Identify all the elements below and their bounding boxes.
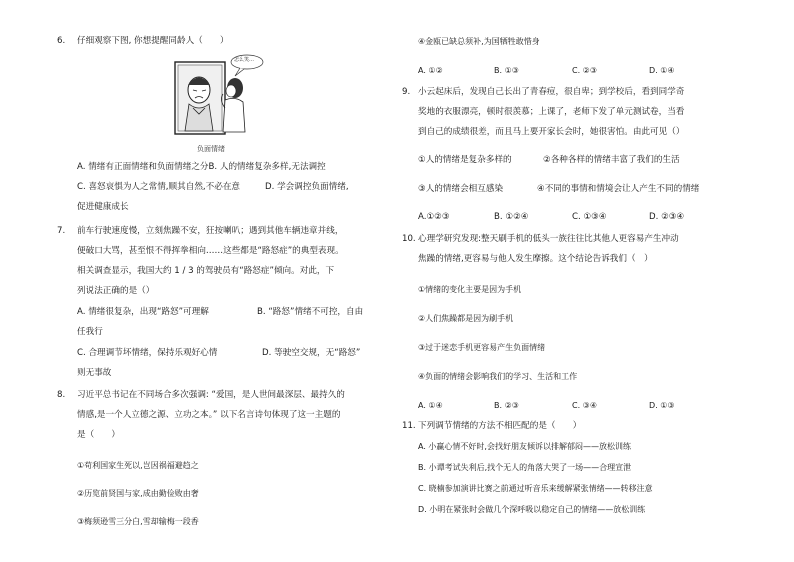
q10-number: 10. — [402, 234, 416, 244]
q10-line1: 心理学研究发现:整天刷手机的低头一族往往比其他人更容易产生冲动 — [418, 234, 679, 244]
q9-item4: ④不同的事情和情境会让人产生不同的情绪 — [537, 184, 700, 194]
q8-item2: ②历览前贤国与家,成由勤俭败由奢 — [77, 489, 199, 498]
q7-option-d: D. 等驶空交规，无“路怒” — [262, 348, 361, 358]
mirror-illustration-image — [165, 52, 290, 138]
q6-option-d-cont: 促进健康成长 — [77, 202, 129, 212]
q7-line1: 前车行驶速度慢，立刻焦躁不安，狂按喇叭；遇到其他车辆违章并线， — [77, 226, 344, 236]
q10-line2: 焦躁的情绪,更容易与他人发生摩擦。这个结论告诉我们（ ） — [418, 254, 653, 264]
q6-number: 6. — [57, 36, 66, 46]
q7-option-a: A. 情绪很复杂，出现“路怒”可理解 — [77, 307, 209, 317]
q9-line2: 奖地的衣服漂亮，顿时很羡慕；上课了，老师下发了单元测试卷，当看 — [418, 107, 685, 117]
q7-option-c: C. 合理调节坏情绪，保持乐观好心情 — [77, 348, 218, 358]
q9-option-a: A.①②③ — [418, 212, 450, 222]
q9-option-d: D. ②③④ — [649, 212, 685, 222]
q8-option-d: D. ①④ — [649, 66, 675, 75]
q8-option-a: A. ①② — [418, 66, 443, 75]
q9-number: 9. — [402, 87, 411, 97]
q9-line3: 到自己的成绩很差，而且马上要开家长会时，她很害怕。由此可见（） — [418, 127, 685, 137]
q6-option-a-b: A. 情绪有正面情绪和负面情绪之分B. 人的情绪复杂多样,无法调控 — [77, 162, 326, 172]
q8-item3: ③梅须逊雪三分白,雪却输梅一段香 — [77, 517, 199, 526]
q8-item1: ①苟利国家生死以,岂因祸福避趋之 — [77, 461, 199, 470]
q10-option-d: D. ①③ — [649, 401, 675, 410]
q9-item3: ③人的情绪会相互感染 — [418, 184, 504, 194]
q11-stem: 下列调节情绪的方法不相匹配的是（ ） — [418, 421, 582, 431]
q11-option-d: D. 小明在紧张时会做几个深呼吸以稳定自己的情绪——放松训练 — [418, 505, 646, 514]
q9-item2: ②各种各样的情绪丰富了我们的生活 — [543, 155, 680, 165]
q7-option-d-cont: 则无事故 — [77, 368, 112, 378]
q7-option-b: B. “路怒”情绪不可控，自由 — [257, 307, 364, 317]
q7-line2: 便破口大骂，甚至恨不得挥拳相向……这些都是“路怒症”的典型表现。 — [77, 246, 344, 256]
q9-item1: ①人的情绪是复杂多样的 — [418, 155, 512, 165]
q7-line3: 相关调查显示，我国大约 1 / 3 的驾驶员有“路怒症”倾向。对此，下 — [77, 266, 335, 276]
q10-item4: ④负面的情绪会影响我们的学习、生活和工作 — [418, 372, 578, 381]
q10-option-b: B. ②③ — [494, 401, 519, 410]
q8-option-b: B. ①③ — [494, 66, 519, 75]
q10-option-c: C. ③④ — [572, 401, 598, 410]
q8-line3: 是（ ） — [77, 430, 120, 440]
q8-number: 8. — [57, 390, 66, 400]
q8-line2: 情感,是一个人立德之源、立功之本。” 以下名言诗句体现了这一主题的 — [77, 410, 341, 420]
q6-option-d: D. 学会调控负面情绪, — [265, 182, 349, 192]
q7-number: 7. — [57, 226, 66, 236]
q11-option-a: A. 小赢心情不好时,会找好朋友倾诉以排解郁闷——放松训练 — [418, 442, 631, 451]
q8-line1: 习近平总书记在不同场合多次强调: “爱国，是人世间最深层、最持久的 — [77, 390, 345, 400]
q10-option-a: A. ①④ — [418, 401, 443, 410]
q11-number: 11. — [402, 421, 416, 431]
q9-option-b: B. ①②④ — [494, 212, 529, 222]
q8-item4: ④金瓯已缺总须补,为国牺牲敢惜身 — [418, 37, 540, 46]
speech-bubble-text: 怎么笑… — [234, 57, 255, 63]
q9-option-c: C. ①③④ — [572, 212, 607, 222]
q10-item2: ②人们焦躁都是因为刷手机 — [418, 314, 514, 323]
q6-stem: 仔细观察下图, 你想提醒同龄人（ ） — [77, 36, 229, 46]
q8-option-c: C. ②③ — [572, 66, 598, 75]
q10-item1: ①情绪的变化主要是因为手机 — [418, 285, 522, 294]
q6-option-c: C. 喜怒哀惧为人之常情,顺其自然,不必在意 — [77, 182, 241, 192]
q10-item3: ③过于迷恋手机更容易产生负面情绪 — [418, 343, 546, 352]
q6-caption: 负面情绪 — [197, 145, 225, 153]
q9-line1: 小云起床后，发现自己长出了青春痘，很自卑；到学校后，看到同学奇 — [418, 87, 685, 97]
q11-option-b: B. 小谭考试失利后,找个无人的角落大哭了一场——合理宣泄 — [418, 463, 632, 472]
q7-line4: 列说法正确的是（） — [77, 286, 155, 296]
q11-option-c: C. 晓楠参加演讲比赛之前通过听音乐来缓解紧张情绪——转移注意 — [418, 484, 653, 493]
q6-illustration — [165, 52, 290, 138]
q7-option-b-cont: 任我行 — [77, 327, 103, 337]
